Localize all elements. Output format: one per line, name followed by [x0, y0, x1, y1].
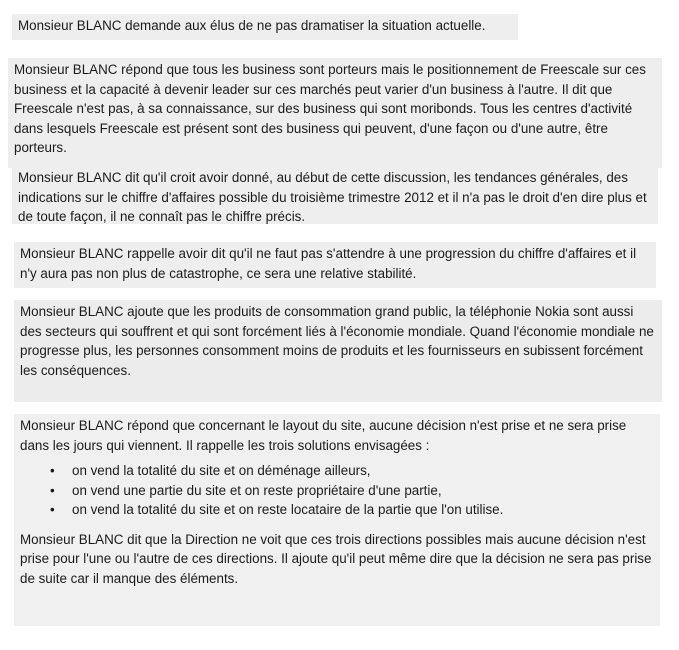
- bullet-icon: •: [50, 482, 55, 498]
- bullet-icon: •: [50, 463, 55, 478]
- list-item: [50, 461, 654, 481]
- paragraph-text: Monsieur BLANC répond que tous les business sont porteurs mais le positionnement de Freescale sur ces business et la capacité à devenir leader sur ces marchés peut varier d'un business à l'autre. Il dit que Freescale n'est pas, à sa connaissance, sur des business qui sont moribonds. Tous les centres d'activité dans lesquels Freescale est présent sont des business qui peuvent, d'une façon ou d'une autre, être porteurs.: [14, 62, 646, 155]
- paragraph-block-4: [14, 242, 656, 288]
- paragraph-text: Monsieur BLANC demande aux élus de ne pas dramatiser la situation actuelle.: [18, 18, 486, 33]
- list-item: [50, 500, 654, 520]
- paragraph-block-5: [14, 300, 662, 402]
- list-item: [50, 481, 654, 501]
- paragraph-text: Monsieur BLANC dit qu'il croit avoir donné, au début de cette discussion, les tendances générales, des indications sur le chiffre d'affaires possible du troisième trimestre 2012 et il n'a pas le droit d'en dire plus et de toute façon, il ne connaît pas le chiffre précis.: [18, 170, 647, 224]
- paragraph-text: Monsieur BLANC répond que concernant le layout du site, aucune décision n'est prise et ne sera prise dans les jours qui viennent. Il rappelle les trois solutions envisagées :: [20, 418, 627, 453]
- paragraph-block-6: [14, 414, 660, 626]
- paragraph-block-3: [12, 166, 658, 224]
- paragraph-block-1: [12, 14, 518, 40]
- paragraph-block-2: [8, 58, 662, 168]
- solutions-list: [20, 461, 654, 520]
- paragraph-text: Monsieur BLANC ajoute que les produits de consommation grand public, la téléphonie Nokia sont aussi des secteurs qui souffrent et qui sont forcément liés à l'économie mondiale. Quand l'économie mondiale ne progresse plus, les personnes consomment moins de produits et les fournisseurs en subissent forcément les conséquences.: [20, 304, 654, 378]
- bullet-icon: •: [50, 502, 55, 517]
- paragraph-text: Monsieur BLANC dit que la Direction ne voit que ces trois directions possibles mais aucune décision n'est prise pour l'une ou l'autre de ces directions. Il ajoute qu'il peut même dire que la décision ne sera pas prise de suite car il manque des éléments.: [20, 531, 652, 586]
- list-item-text: on vend une partie du site et on reste propriétaire d'une partie,: [72, 482, 442, 498]
- list-item-text: on vend la totalité du site et on déménage ailleurs,: [72, 463, 371, 478]
- paragraph-text: Monsieur BLANC rappelle avoir dit qu'il ne faut pas s'attendre à une progression du chiffre d'affaires et il n'y aura pas non plus de catastrophe, ce sera une relative stabilité.: [20, 246, 637, 281]
- list-item-text: on vend la totalité du site et on reste locataire de la partie que l'on utilise.: [72, 502, 504, 517]
